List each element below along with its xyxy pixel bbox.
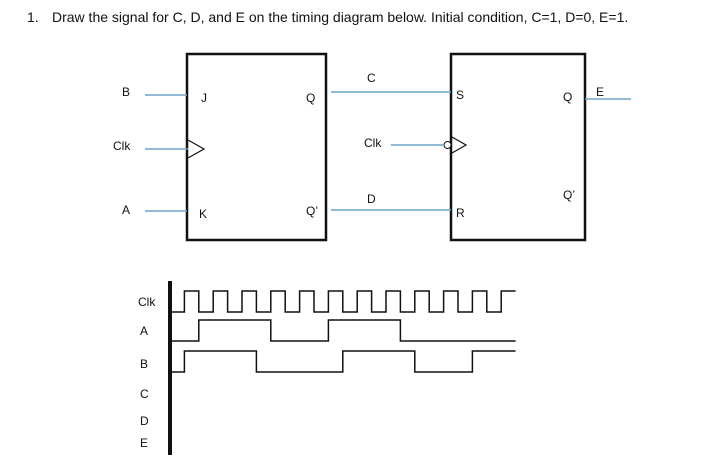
waveform-clk — [170, 291, 516, 312]
sr-qbar-label: Q’ — [563, 188, 575, 202]
sr-s-label: S — [456, 88, 465, 102]
wire-d-label: D — [367, 192, 376, 206]
timing-label-c: C — [140, 387, 149, 401]
sr-flip-flop-box — [451, 54, 585, 240]
question-body: Draw the signal for C, D, and E on the timing diagram below. Initial condition, C=1, D=0, E=1. — [52, 9, 629, 25]
sr-q-label: Q — [563, 90, 573, 104]
jk-k-label: K — [199, 207, 208, 221]
sr-inversion-bubble-icon — [444, 142, 451, 149]
jk-qbar-label: Q’ — [306, 204, 318, 218]
timing-label-d: D — [140, 414, 149, 428]
timing-label-b: B — [140, 357, 149, 371]
clk2-label: Clk — [364, 136, 382, 150]
output-e-label: E — [596, 85, 605, 99]
jk-clock-triangle-icon — [188, 140, 204, 158]
waveform-a — [170, 320, 516, 341]
jk-q-label: Q — [306, 91, 316, 105]
timing-label-e: E — [140, 436, 149, 450]
middle-wires — [331, 71, 451, 210]
timing-label-a: A — [140, 324, 149, 338]
input-clk-label: Clk — [113, 139, 131, 153]
wire-c-label: C — [367, 71, 376, 85]
timing-label-clk: Clk — [138, 295, 156, 309]
timing-diagram — [138, 281, 516, 455]
jk-flip-flop — [187, 54, 326, 240]
question-number: 1. — [27, 9, 39, 25]
input-b-label: B — [122, 85, 131, 99]
sr-r-label: R — [456, 206, 465, 220]
sr-clock-triangle-icon — [452, 137, 466, 153]
output-e — [585, 85, 631, 99]
waveform-b — [170, 351, 516, 372]
left-inputs — [113, 85, 188, 217]
jk-j-label: J — [201, 91, 207, 105]
sr-flip-flop — [444, 54, 585, 240]
input-a-label: A — [122, 203, 131, 217]
